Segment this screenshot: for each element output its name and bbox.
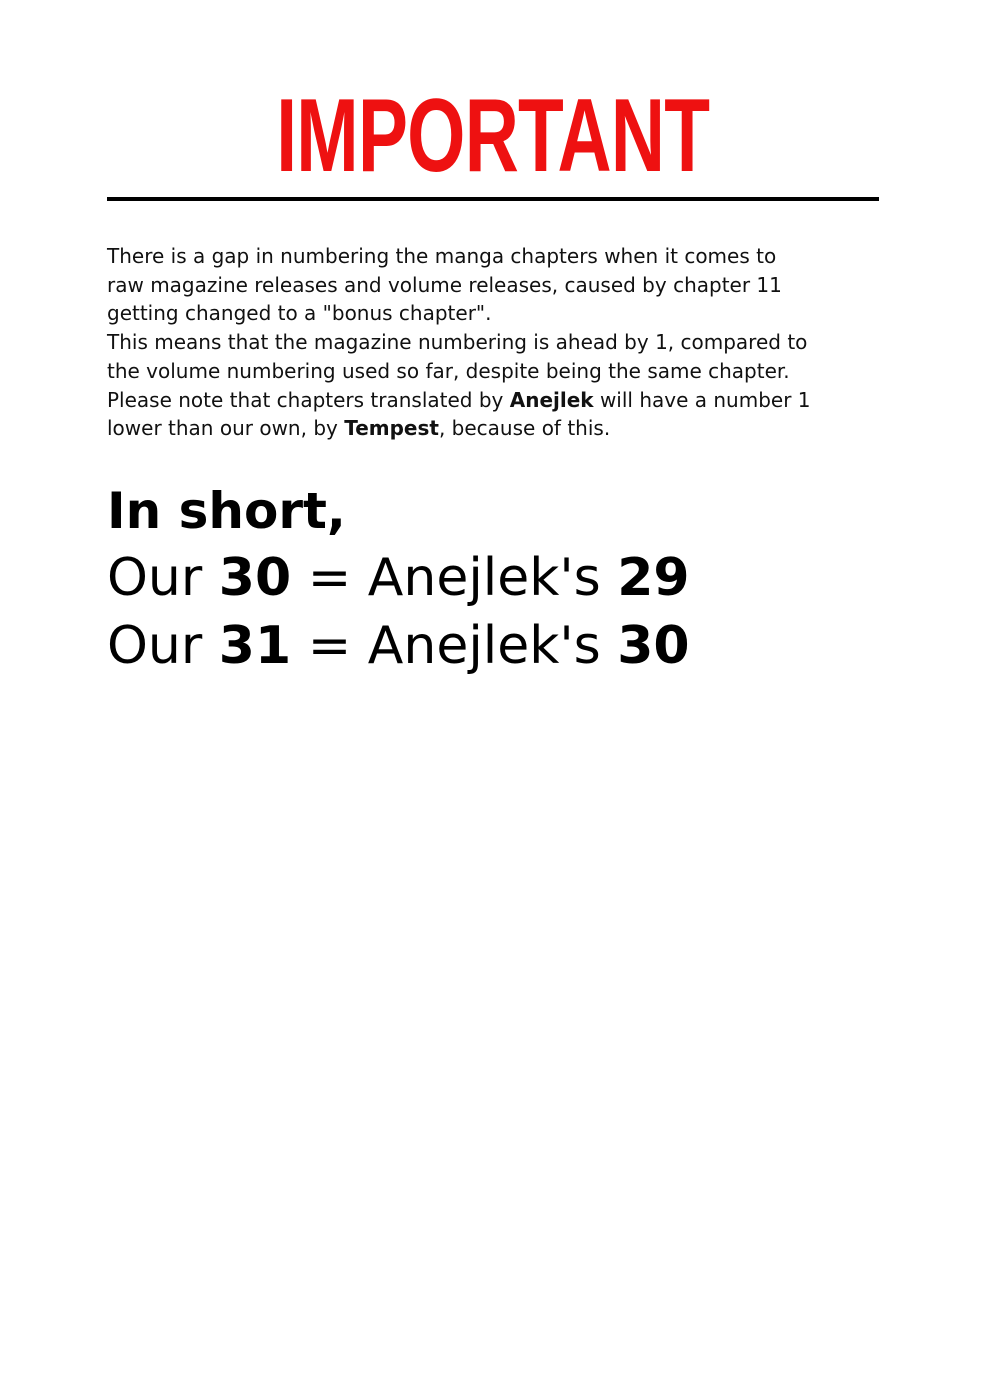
translator-name-tempest: Tempest	[344, 416, 439, 441]
notice-line-4: This means that the magazine numbering is ahead by 1, compared to	[107, 330, 808, 355]
notice-line-1: There is a gap in numbering the manga chapters when it comes to	[107, 244, 777, 268]
notice-line-6	[107, 386, 887, 415]
notice-line-5: the volume numbering used so far, despite being the same chapter.	[107, 358, 790, 383]
translator-name-anejlek: Anejlek	[509, 387, 594, 412]
notice-text: lower than our own, by	[107, 416, 345, 441]
notice-text: , because of this.	[438, 416, 611, 441]
notice-line-3: getting changed to a "bonus chapter".	[107, 301, 492, 326]
chapter-mapping-row	[107, 612, 927, 680]
notice-paragraph	[107, 242, 887, 443]
mapping-equals: = Anejlek's	[291, 548, 618, 608]
our-chapter-number: 30	[218, 548, 292, 608]
notice-line-2: raw magazine releases and volume releases, caused by chapter 11	[107, 272, 782, 297]
notice-text: Please note that chapters translated by	[107, 387, 510, 412]
notice-text: will have a number 1	[593, 387, 811, 412]
their-chapter-number: 30	[617, 616, 690, 676]
chapter-mapping-row	[107, 544, 927, 612]
heading-block	[240, 78, 745, 193]
page-title: IMPORTANT	[275, 77, 710, 194]
summary-block	[107, 478, 927, 680]
their-chapter-number: 29	[617, 548, 690, 608]
our-chapter-number: 31	[218, 616, 292, 676]
divider	[107, 197, 879, 201]
summary-title: In short,	[107, 482, 346, 540]
mapping-equals: = Anejlek's	[291, 616, 618, 676]
mapping-prefix: Our	[107, 616, 219, 676]
mapping-prefix: Our	[107, 548, 219, 608]
notice-line-7	[107, 414, 887, 443]
